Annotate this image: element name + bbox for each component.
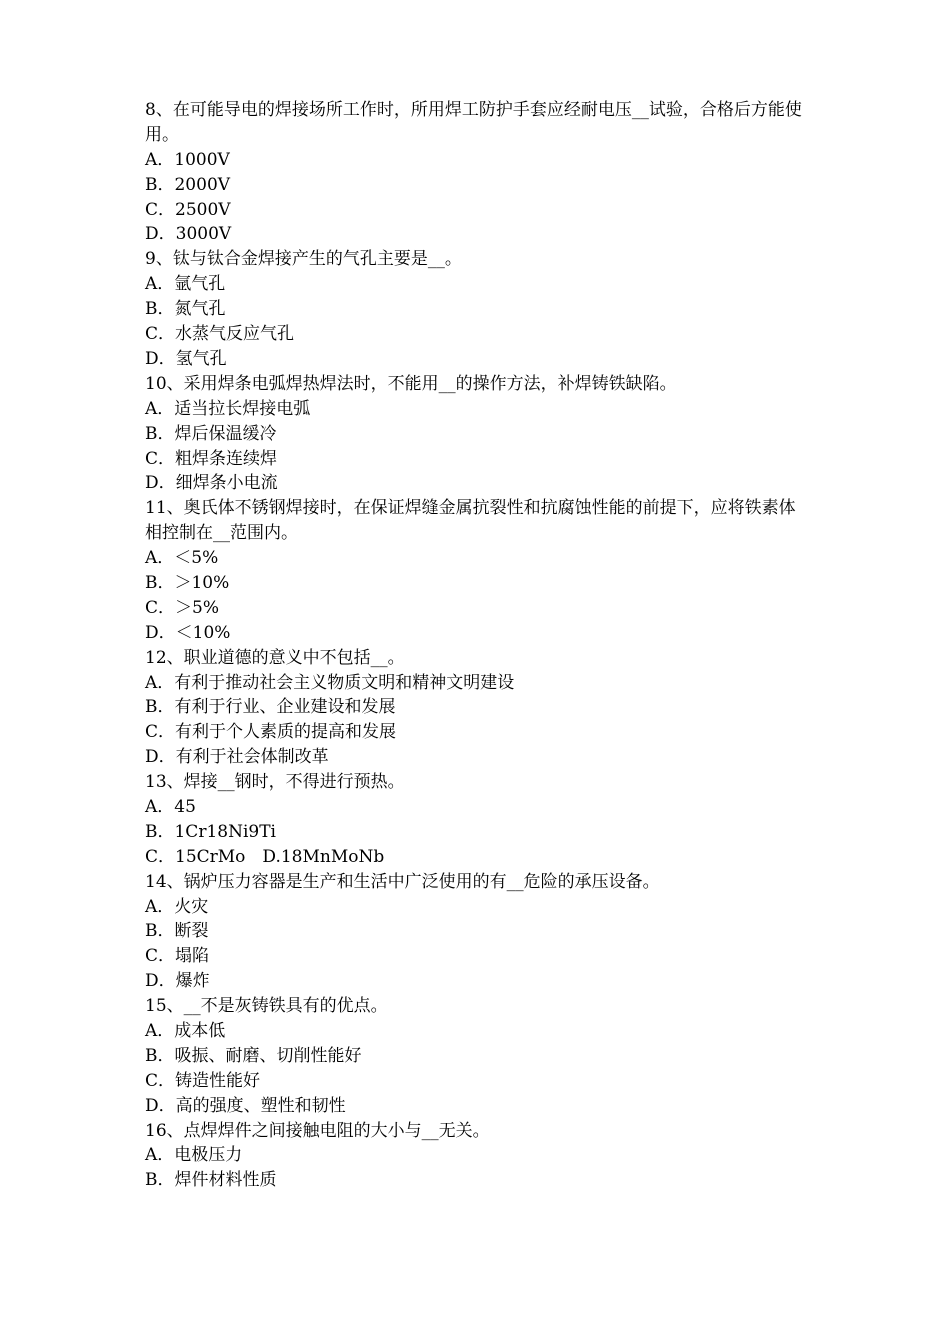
question-8-stem: 8、在可能导电的焊接场所工作时，所用焊工防护手套应经耐电压__试验，合格后方能使用。 [145,100,802,145]
question-13-option-a: A．45 [145,797,196,817]
question-10-stem: 10、采用焊条电弧焊热焊法时，不能用__的操作方法，补焊铸铁缺陷。 [145,373,677,394]
question-8-option-c: C．2500V [145,199,231,220]
question-14-option-a: A．火灾 [145,896,209,917]
question-9-option-c: C．水蒸气反应气孔 [145,324,295,345]
question-11-option-c: C．＞5% [145,597,219,618]
question-8-option-d: D．3000V [145,224,232,245]
question-16-option-a: A．电极压力 [145,1145,243,1166]
question-15-option-a: A．成本低 [145,1021,226,1042]
question-16-option-b: B．焊件材料性质 [145,1170,277,1191]
question-12-option-c: C．有利于个人素质的提高和发展 [145,722,397,743]
question-11-stem: 11、奥氏体不锈钢焊接时，在保证焊缝金属抗裂性和抗腐蚀性能的前提下，应将铁素体相控制在__范围内。 [145,498,796,544]
question-12-stem: 12、职业道德的意义中不包括__。 [145,647,405,668]
question-10-option-d: D．细焊条小电流 [145,473,278,494]
question-9-option-d: D．氢气孔 [145,348,227,369]
question-11-option-b: B．＞10% [145,572,230,593]
question-9-option-a: A．氩气孔 [145,274,226,295]
question-8-option-a: A．1000V [145,149,230,170]
question-14-option-d: D．爆炸 [145,971,210,992]
question-10-option-b: B．焊后保温缓冷 [145,423,277,444]
question-10-option-a: A．适当拉长焊接电弧 [145,398,311,419]
question-11-option-a: A．＜5% [145,548,219,569]
question-12-option-b: B．有利于行业、企业建设和发展 [145,697,396,718]
question-13-option-b: B．1Cr18Ni9Ti [145,821,276,842]
question-14-option-c: C．塌陷 [145,946,210,967]
question-10-option-c: C．粗焊条连续焊 [145,448,278,469]
question-13-stem: 13、焊接__钢时，不得进行预热。 [145,772,405,793]
question-15-option-b: B．吸振、耐磨、切削性能好 [145,1045,362,1066]
question-14-option-b: B．断裂 [145,921,209,942]
question-9-option-b: B．氮气孔 [145,299,226,320]
question-15-stem: 15、__不是灰铸铁具有的优点。 [145,996,388,1017]
question-16-stem: 16、点焊焊件之间接触电阻的大小与__无关。 [145,1120,490,1141]
question-13-option-c-d: C．15CrMo D.18MnMoNb [145,846,385,867]
question-12-option-a: A．有利于推动社会主义物质文明和精神文明建设 [145,672,515,693]
question-15-option-d: D．高的强度、塑性和韧性 [145,1095,346,1116]
question-14-stem: 14、锅炉压力容器是生产和生活中广泛使用的有__危险的承压设备。 [145,871,660,892]
document-page [145,98,810,1193]
question-11-option-d: D．＜10% [145,622,231,643]
question-12-option-d: D．有利于社会体制改革 [145,747,329,768]
question-9-stem: 9、钛与钛合金焊接产生的气孔主要是__。 [145,249,462,270]
question-15-option-c: C．铸造性能好 [145,1070,261,1091]
question-8-option-b: B．2000V [145,174,231,195]
